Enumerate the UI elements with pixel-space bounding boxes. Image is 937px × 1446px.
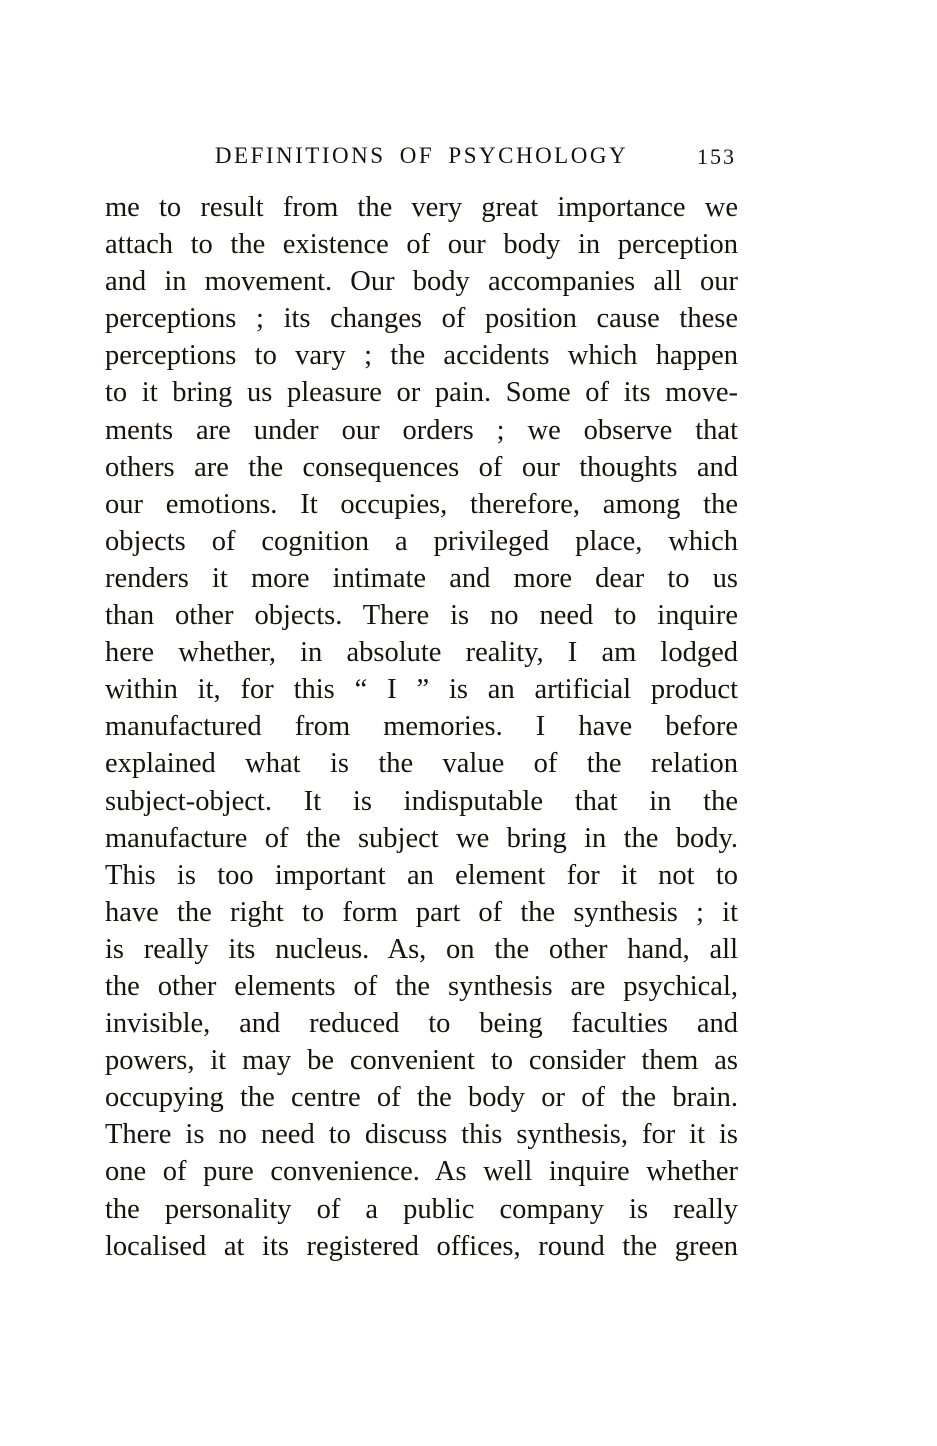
text-line: localised at its registered offices, round the green xyxy=(105,1230,738,1262)
text-line: to it bring us pleasure or pain. Some of its move- xyxy=(105,377,738,409)
text-line: others are the consequences of our thoughts and xyxy=(105,451,738,483)
text-line: have the right to form part of the synthesis ; it xyxy=(105,896,738,928)
text-line: perceptions ; its changes of position cause these xyxy=(105,303,738,335)
text-line: There is no need to discuss this synthesis, for it is xyxy=(105,1119,738,1151)
text-line: subject-object. It is indisputable that in the xyxy=(105,785,738,817)
text-line: powers, it may be convenient to consider them as xyxy=(105,1045,738,1077)
text-line: invisible, and reduced to being faculties and xyxy=(105,1008,738,1040)
running-head xyxy=(105,143,738,173)
text-line: occupying the centre of the body or of the brain. xyxy=(105,1082,738,1114)
text-line: manufactured from memories. I have before xyxy=(105,711,738,743)
text-line: explained what is the value of the relation xyxy=(105,748,738,780)
text-line: renders it more intimate and more dear to us xyxy=(105,562,738,594)
text-line: within it, for this “ I ” is an artificial product xyxy=(105,674,738,706)
text-line: objects of cognition a privileged place, which xyxy=(105,525,738,557)
text-line: perceptions to vary ; the accidents which happen xyxy=(105,340,738,372)
text-line: is really its nucleus. As, on the other hand, all xyxy=(105,933,738,965)
text-line: manufacture of the subject we bring in the body. xyxy=(105,822,738,854)
text-line: This is too important an element for it not to xyxy=(105,859,738,891)
text-line: ments are under our orders ; we observe that xyxy=(105,414,738,446)
text-line: and in movement. Our body accompanies all our xyxy=(105,266,738,298)
running-head-title: DEFINITIONS OF PSYCHOLOGY xyxy=(214,143,629,168)
text-line: than other objects. There is no need to inquire xyxy=(105,600,738,632)
body-text xyxy=(105,189,738,1265)
text-line: the personality of a public company is really xyxy=(105,1193,738,1225)
text-line: attach to the existence of our body in perception xyxy=(105,229,738,261)
text-line: here whether, in absolute reality, I am lodged xyxy=(105,637,738,669)
page-number: 153 xyxy=(697,144,736,169)
text-line: one of pure convenience. As well inquire whether xyxy=(105,1156,738,1188)
text-line: me to result from the very great importance we xyxy=(105,192,738,223)
text-line: our emotions. It occupies, therefore, among the xyxy=(105,488,738,520)
text-line: the other elements of the synthesis are psychical, xyxy=(105,970,738,1002)
